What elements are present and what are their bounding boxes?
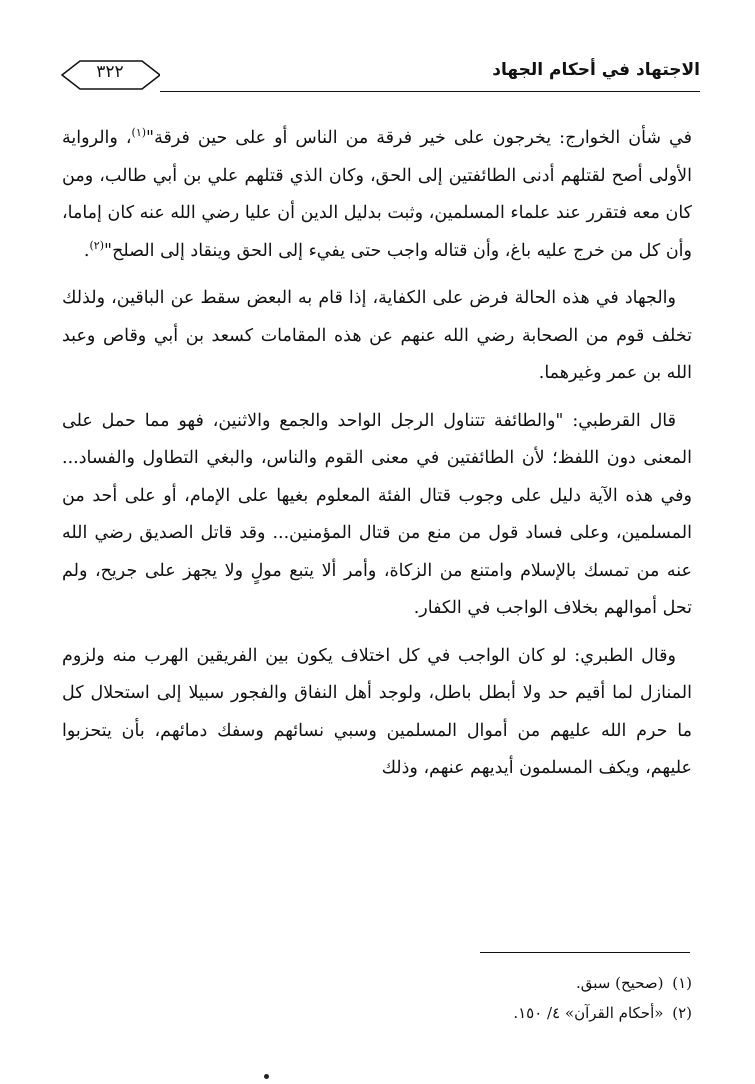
footnotes [62, 968, 692, 1028]
page-number: ٣٢٢ [96, 62, 124, 82]
paragraph-text: ، والرواية الأولى أصح لقتلهم أدنى الطائفتين إلى الحق، وكان الذي قتلهم علي بن أبي طالب، ومن كان معه فتقرر عند علماء المسلمين، وثبت بدليل الدين أن عليا رضي الله عنه كان إماما، وأن كل من خرج عليه باغ، وأن قتاله واجب حتى يفيء إلى الحق وينقاد إلى الصلح" [62, 128, 692, 261]
page-header [60, 58, 700, 98]
footnote-ref: (١) [131, 126, 147, 140]
bottom-mark [264, 1074, 269, 1079]
page-number-badge [60, 58, 160, 92]
paragraph: والجهاد في هذه الحالة فرض على الكفاية، إذا قام به البعض سقط عن الباقين، ولذلك تخلف قوم من الصحابة رضي الله عنهم عن هذه المقامات كسعد بن أبي وقاص وعبد الله بن عمر وغيرهما. [62, 288, 692, 383]
footnote-ref: (٢) [89, 238, 105, 252]
paragraph-text: في شأن الخوارج: يخرجون على خير فرقة من الناس أو على حين فرقة" [146, 128, 693, 148]
footnote [62, 998, 692, 1028]
footnote-number: (٢) [672, 1004, 692, 1022]
footnote-text: (صحيح) سبق. [575, 974, 664, 992]
footnote-number: (١) [672, 974, 692, 992]
paragraph [62, 120, 692, 270]
paragraph: وقال الطبري: لو كان الواجب في كل اختلاف يكون بين الفريقين الهرب منه ولزوم المنازل لما أقيم حد ولا أبطل باطل، ولوجد أهل النفاق والفجور سبيلا إلى استحلال كل ما حرم الله عليهم من أموال المسلمين وسبي نسائهم وسفك دمائهم، بأن يتحزبوا عليهم، ويكف المسلمون أيديهم عنهم، وذلك [62, 645, 692, 778]
footnote-separator [480, 952, 690, 953]
footnote-text: «أحكام القرآن» ٤/ ١٥٠. [513, 1004, 664, 1022]
footnote [62, 968, 692, 998]
running-title: الاجتهاد في أحكام الجهاد [492, 60, 700, 80]
header-rule [160, 91, 700, 92]
main-text [62, 120, 692, 798]
paragraph: قال القرطبي: "والطائفة تتناول الرجل الواحد والجمع والاثنين، فهو مما حمل على المعنى دون اللفظ؛ لأن الطائفتين في معنى القوم والناس، والبغي التطاول والفساد... وفي هذه الآية دليل على وجوب قتال الفئة المعلوم بغيها على الإمام، أو على أحد من المسلمين، وعلى فساد قول من منع من قتال المؤمنين... وقد قاتل الصديق رضي الله عنه من تمسك بالإسلام وامتنع من الزكاة، وأمر ألا يتبع مولٍ ولا يجهز على جريح، ولم تحل أموالهم بخلاف الواجب في الكفار. [62, 410, 692, 618]
paragraph-text: . [83, 240, 90, 261]
